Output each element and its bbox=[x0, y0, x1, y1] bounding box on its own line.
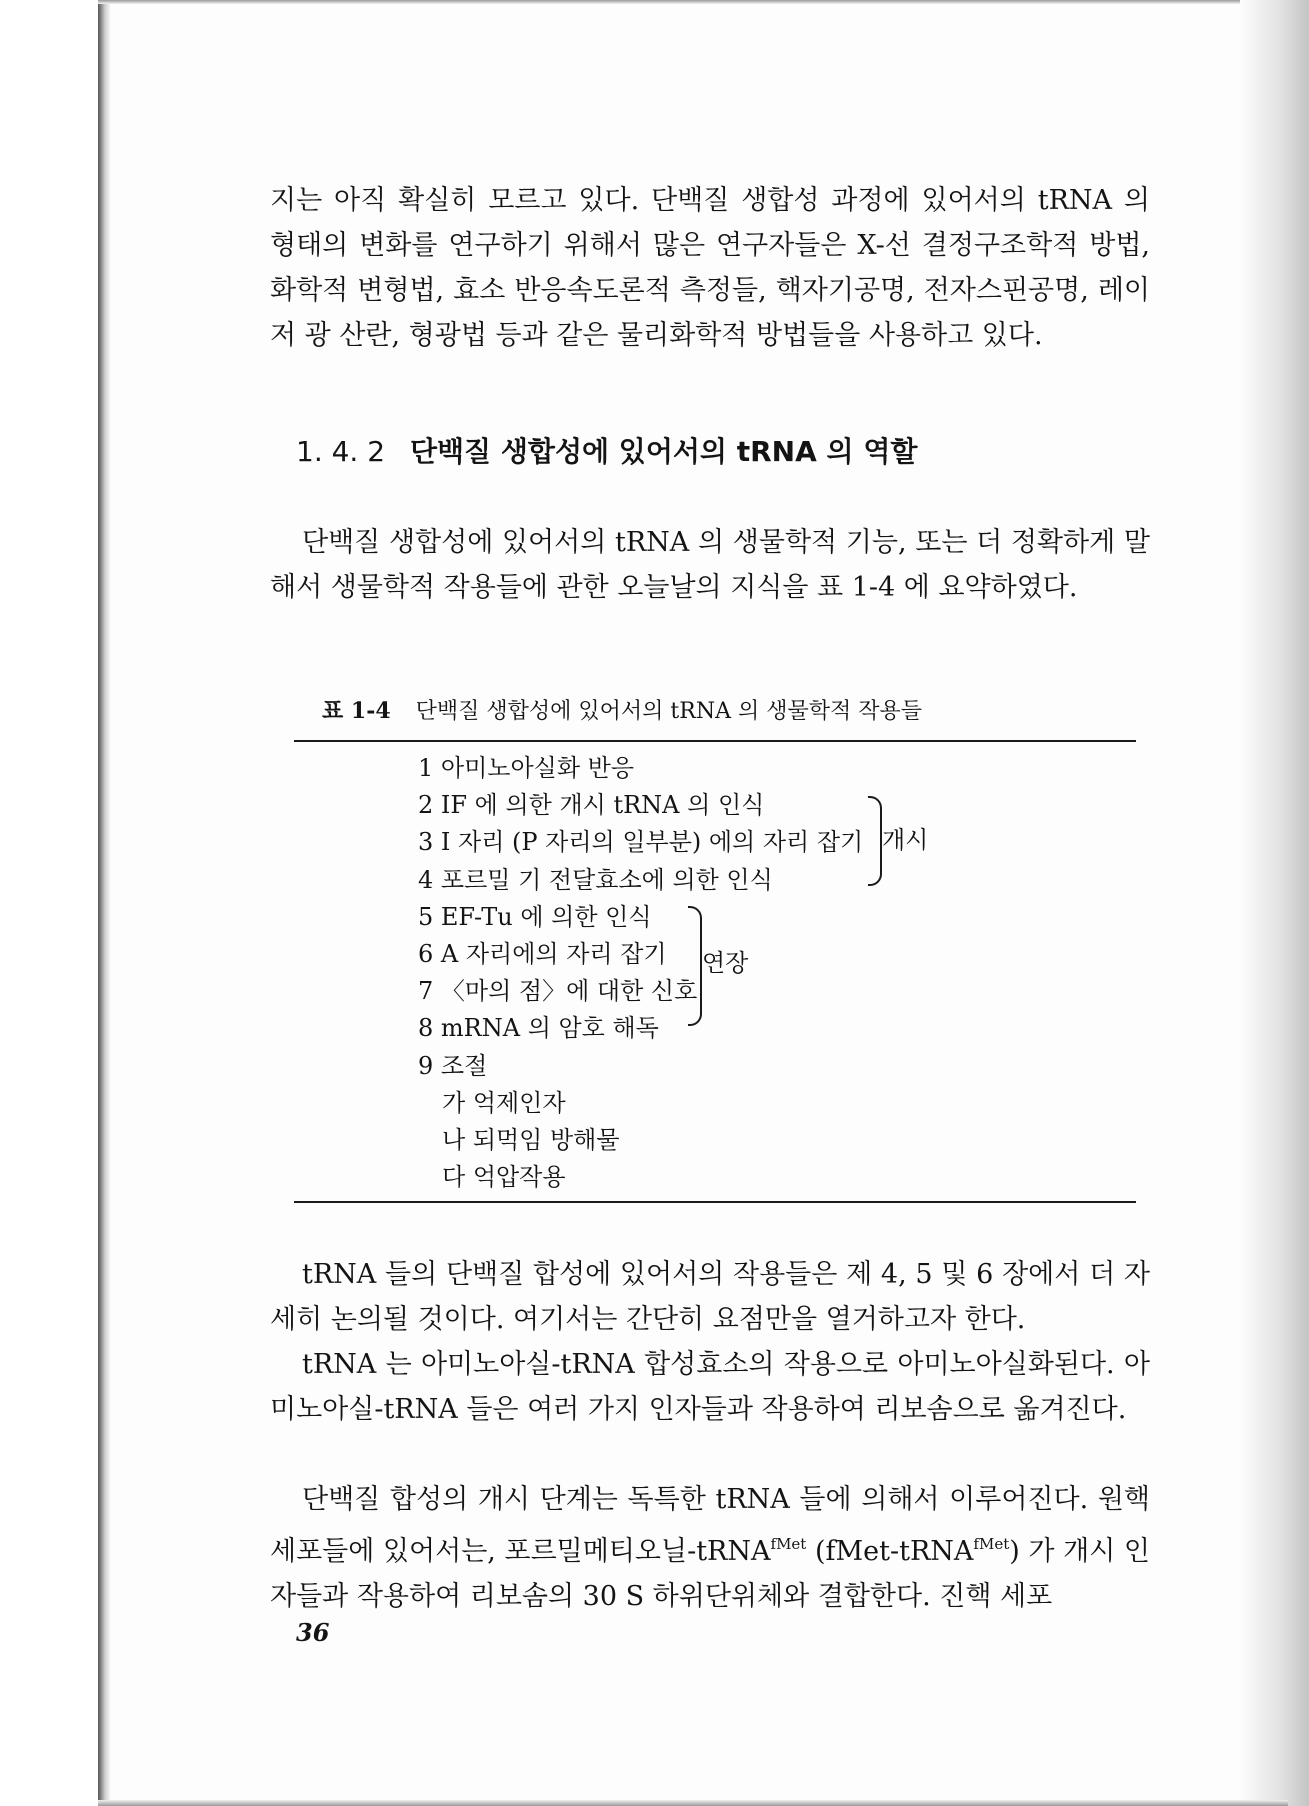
table-subitem: 가 억제인자 bbox=[442, 1088, 566, 1117]
table-item: 2 IF 에 의한 개시 tRNA 의 인식 bbox=[418, 791, 765, 820]
fmet-superscript: fMet bbox=[770, 1535, 807, 1553]
section-title: 단백질 생합성에 있어서의 tRNA 의 역할 bbox=[409, 435, 918, 468]
paragraph-aminoacylation: tRNA 는 아미노아실-tRNA 합성효소의 작용으로 아미노아실화된다. 아미노아실-tRNA 들은 여러 가지 인자들과 작용하여 리보솜으로 옮겨진다. bbox=[270, 1349, 1150, 1425]
paragraph-methods: 지는 아직 확실히 모르고 있다. 단백질 생합성 과정에 있어서의 tRNA 의 형태의 변화를 연구하기 위해서 많은 연구자들은 X-선 결정구조학적 방법, 화학적 변형법, 효소 반응속도론적 측정들, 핵자기공명, 전자스핀공명, 레이저 광 산란, 형광법 등과 같은 물리화학적 방법들을 사용하고 있다. bbox=[270, 185, 1150, 351]
table-caption-label: 표 1-4 bbox=[322, 698, 391, 724]
table-item: 9 조절 bbox=[418, 1051, 488, 1080]
elongation-brace-label: 연장 bbox=[702, 949, 749, 977]
table-item: 1 아미노아실화 반응 bbox=[418, 754, 634, 782]
table-bottom-rule bbox=[294, 1201, 1136, 1203]
initiation-brace-label: 개시 bbox=[882, 826, 929, 854]
table-item: 5 EF-Tu 에 의한 인식 bbox=[418, 902, 652, 931]
page-binding-edge bbox=[98, 0, 110, 1806]
paragraph-intro: 단백질 생합성에 있어서의 tRNA 의 생물학적 기능, 또는 더 정확하게 말해서 생물학적 작용들에 관한 오늘날의 지식을 표 1-4 에 요약하였다. bbox=[270, 527, 1150, 603]
elongation-brace bbox=[688, 906, 702, 1026]
table-top-rule bbox=[294, 740, 1136, 742]
page-top-edge bbox=[98, 0, 1288, 4]
paragraph-functions: tRNA 들의 단백질 합성에 있어서의 작용들은 제 4, 5 및 6 장에서 더 자세히 논의될 것이다. 여기서는 간단히 요점만을 열거하고자 한다. bbox=[270, 1259, 1150, 1335]
table-caption bbox=[322, 694, 922, 729]
table-item: 7 〈마의 점〉에 대한 신호 bbox=[418, 977, 698, 1006]
table-item: 8 mRNA 의 암호 해독 bbox=[418, 1014, 659, 1043]
table-subitem: 나 되먹임 방해물 bbox=[442, 1125, 620, 1154]
page-number: 36 bbox=[296, 1618, 330, 1647]
page-right-edge bbox=[1240, 0, 1309, 1806]
table-item: 6 A 자리에의 자리 잡기 bbox=[418, 939, 667, 968]
paragraph-initiation-text-end: ) 가 개시 인자들과 작용하여 리보솜의 30 S 하위단위체와 결합한다. 진핵 세포 bbox=[270, 1536, 1150, 1612]
initiation-brace bbox=[868, 796, 882, 886]
table-item: 4 포르밀 기 전달효소에 의한 인식 bbox=[418, 865, 773, 894]
section-heading bbox=[296, 430, 917, 474]
table-caption-text: 단백질 생합성에 있어서의 tRNA 의 생물학적 작용들 bbox=[415, 699, 922, 724]
section-number: 1. 4. 2 bbox=[296, 435, 386, 468]
paragraph-initiation-text: 단백질 합성의 개시 단계는 독특한 tRNA 들에 의해서 이루어진다. 원핵 세포들에 있어서는, 포르밀메티오닐-tRNA bbox=[270, 1484, 1150, 1567]
fmet-superscript: fMet bbox=[973, 1535, 1010, 1553]
page-bottom-edge bbox=[98, 1800, 1288, 1806]
table-item: 3 I 자리 (P 자리의 일부분) 에의 자리 잡기 bbox=[418, 828, 864, 857]
paragraph-initiation bbox=[270, 1477, 1150, 1619]
paragraph-initiation-text-mid: (fMet-tRNA bbox=[806, 1536, 974, 1567]
table-subitem: 다 억압작용 bbox=[442, 1163, 566, 1192]
